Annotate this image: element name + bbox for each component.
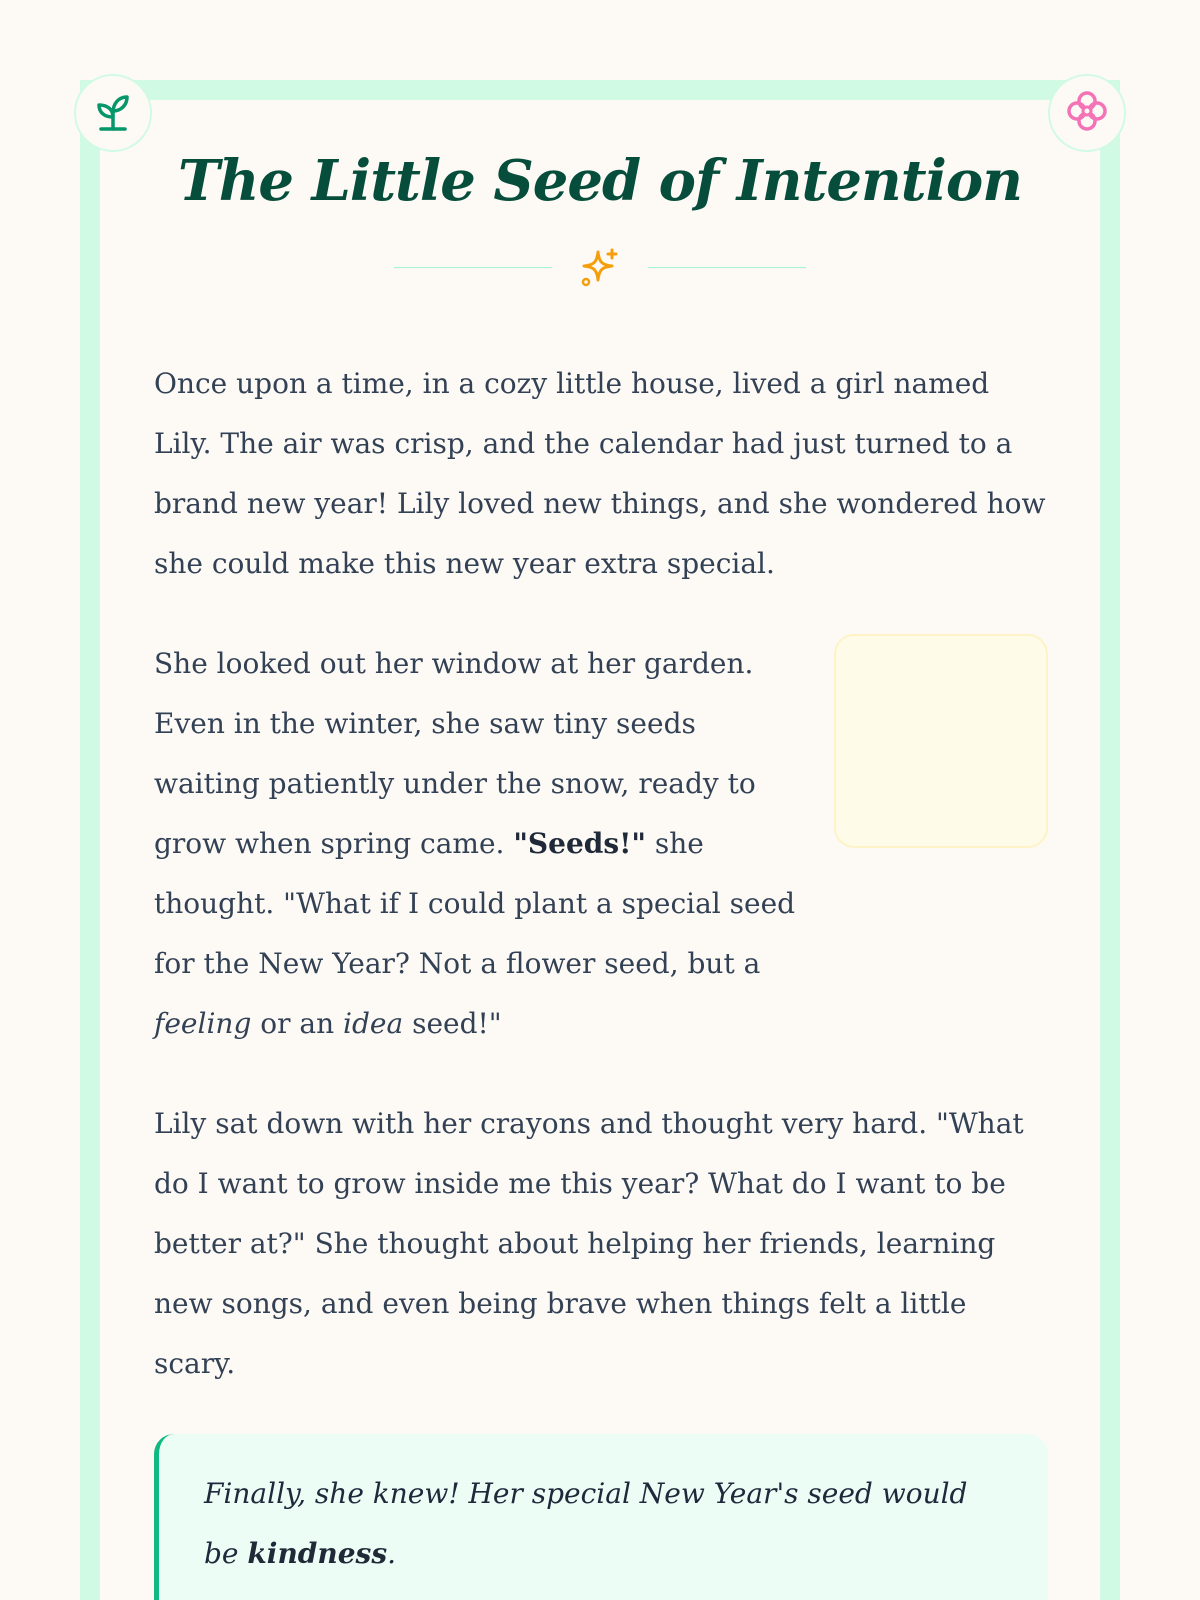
- paragraph-2-text-a: She looked out her window at her garden. Even in the winter, she saw tiny seeds waiting patiently under the snow, ready to grow when spring came.: [154, 647, 756, 860]
- sparkles-icon: [578, 246, 622, 294]
- title-divider: [394, 246, 806, 290]
- corner-badge-left: [74, 74, 152, 152]
- emphasis-feeling: feeling: [154, 1007, 252, 1040]
- paragraph-1: Once upon a time, in a cozy little house, lived a girl named Lily. The air was crisp, and the calendar had just turned to a brand new year! Lily loved new things, and she wondered how she could make this new year extra special.: [154, 367, 1046, 580]
- emphasis-idea: idea: [343, 1007, 404, 1040]
- quote-text-main: Finally, she knew! Her special New Year's seed would be: [204, 1477, 968, 1570]
- paragraph-2-section: [154, 634, 1048, 1054]
- story-title: The Little Seed of Intention: [178, 148, 1022, 214]
- illustration-placeholder: [834, 634, 1048, 848]
- story-body: [154, 354, 1048, 1394]
- paragraph-2-text-d: seed!": [403, 1007, 502, 1040]
- quote-emphasis-kindness: kindness: [247, 1537, 388, 1570]
- divider-line-right: [648, 267, 806, 268]
- highlight-quote: [154, 1434, 1048, 1600]
- quote-text-end: .: [387, 1537, 396, 1570]
- quote-text: [204, 1464, 1008, 1584]
- paragraph-3: Lily sat down with her crayons and thought very hard. "What do I want to grow inside me this year? What do I want to be better at?" She thought about helping her friends, learning new songs, and even being brave when things felt a little scary.: [154, 1107, 1024, 1380]
- corner-badge-right: [1048, 74, 1126, 152]
- seeds-exclamation: "Seeds!": [513, 827, 646, 860]
- divider-line-left: [394, 267, 552, 268]
- sprout-icon: [93, 89, 133, 137]
- flower-icon: [1065, 89, 1109, 137]
- paragraph-2: [154, 634, 810, 1054]
- paragraph-2-text-c: or an: [251, 1007, 344, 1040]
- paragraph-2-text-b: she thought. "What if I could plant a special seed for the New Year? Not a flower seed, but a: [154, 827, 796, 980]
